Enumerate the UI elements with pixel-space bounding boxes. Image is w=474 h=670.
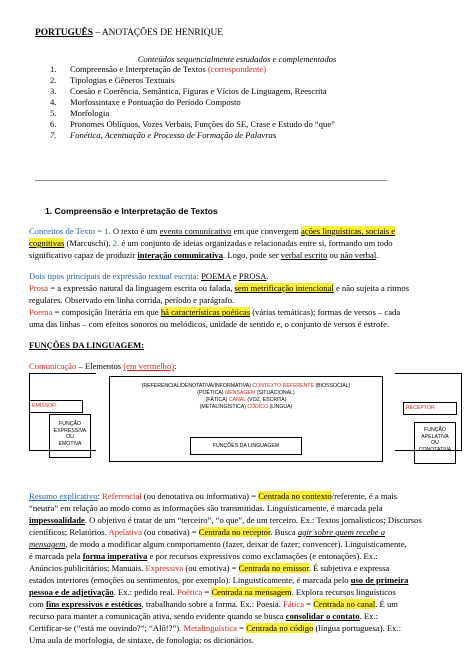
toc-item: 4. Morfossintaxe e Pontuação do Período Composto [50,97,241,107]
funcao-apelativa-box: FUNÇÃO APELATIVA OU CONOTATIVA [414,422,456,464]
funcao-expressiva-box: FUNÇÃO EXPRESSIVA OU EMOTIVA [49,414,91,458]
funcoes-subtitle: Comunicação – Elementos (em vermelho): [29,361,177,371]
resumo-line-9: pessoa e de adjetivação. Ex.: pedido real. Poética = Centrada na mensagem. Explora recursos linguísticos [29,587,396,597]
resumo-line-11: recurso para manter a comunicação ativa, sendo evidente quando se busca consolidar o contato. Ex.: [29,611,378,621]
toc-item: 6. Pronomes Oblíquos, Vozes Verbais, Funções do SE, Crase e Estudo do “que” [50,119,335,129]
center-line-2: (POÉTICA) MENSAGEM (SITUACIONAL) [197,390,295,396]
tipos-line-4: Poema = composição literária em que há características poéticas (várias temáticas); formas de versos – cada [29,307,401,317]
tipos-line-3: regulares. Observado em linha corrida, período e parágrafo. [29,295,235,305]
resumo-line-1: Resumo explicativo: Referencial (ou denotativa ou informativa) = Centrada no contexto/referente, é a mais [29,491,398,501]
toc-item: 2. Tipologias e Gêneros Textuais [50,75,175,85]
resumo-line-8: estados interiores (emoções ou sentimentos, por exemplo). Linguisticamente, é marcada pelo uso de primeira [29,575,409,585]
conceitos-line-3: significativo capaz de produzir interação comunicativa. Logo, pode ser verbal escrito ou não verbal. [29,250,379,260]
center-line-3: (FÁTICA) CANAL (VOZ, ESCRITA) [205,397,287,403]
communication-diagram [29,373,461,463]
funcoes-title: FUNÇÕES DA LINGUAGEM: [29,340,145,350]
section-title: 1. Compreensão e Interpretação de Textos [45,206,218,216]
title-bold: PORTUGUÊS [35,28,94,38]
toc-item: 1. Compreensão e Interpretação de Textos (correspondente) [50,64,267,74]
center-line-4: (METALINGÍSTICA) CÓDICO (LÍNGUA) [199,404,293,410]
center-line-1: (REFERENCIAL/DENOTATIVA/INFORMATIVA) CONTEXTO REFERENTE (BIOSSOCIAL) [141,383,351,389]
funcoes-center-label: FUNÇÕES DA LINGUAGEM [190,437,302,455]
divider [35,180,387,181]
resumo-line-7: Anúncios publicitários; Manuais. Expressiva (ou emotiva) = Centrada no emissor. É subjetiva e expressa [29,563,390,573]
toc-item: 7. Fonética, Acentuação e Processo de Formação de Palavras [50,130,277,140]
resumo-line-6: é marcada pela forma imperativa e por recursos expressivos como exclamações (e entonações). Ex.: [29,551,378,561]
resumo-line-4: científicos; Relatórios. Apelativa (ou conativa) = Centrada no receptor. Busca agir sobre quem recebe a [29,527,385,537]
resumo-line-5: mensagem, de modo a modificar algum comportamento (fazer, deixar de fazer; convencer). Linguisticamente, [29,539,407,549]
conceitos-line-1: Conceitos de Texto = 1. O texto é um evento comunicativo em que convergem ações linguísticas, sociais e [29,226,396,236]
tipos-line-5: uma das linhas – com efeitos sonoros ou melódicos, unidade de sentido e, o conjunto de versos é estrofe. [29,319,390,329]
receptor-label: RECEPTOR [403,402,457,415]
toc-heading: Conteúdos sequencialmente estudados e complementados [137,54,337,64]
resumo-line-10: com fins expressivos e estéticos, trabalhando sobre a forma. Ex.: Poesia. Fática = Centrada no canal. É um [29,599,398,609]
page-title [35,28,223,39]
title-rest: – ANOTAÇÕES DE HENRIQUE [93,28,223,38]
conceitos-line-2: cognitivas (Marcuschi). 2. é um conjunto de ideias organizadas e relacionadas entre si, formando um todo [29,238,393,248]
emissor-label: EMISSOR [29,400,83,413]
resumo-line-3: impessoalidade. O objetivo é tratar de um “terceiro”, “o que”, de um terceiro. Ex.: Textos jornalísticos; Discursos [29,515,422,525]
resumo-line-12: Certificar-se (“está me ouvindo?”; “Alô!?”). Metalinguística = Centrada no código (língua portuguesa). Ex.: [29,623,401,633]
toc-item: 5. Morfologia [50,108,110,118]
resumo-line-2: “neutra” em relação ao modo como as informações são transmitidas. Linguisticamente, é marcada pela [29,503,383,513]
resumo-line-13: Uma aula de morfologia, de sintaxe, de fonologia; os dicionários. [29,635,254,645]
tipos-line-2: Prosa = a expressão natural da linguagem escrita ou falada, sem metrificação intencional e não sujeita a ritmos [29,283,409,293]
toc-item: 3. Coesão e Coerência, Semântica, Figuras e Vícios de Linguagem, Reescrita [50,86,327,96]
tipos-line-1: Dois tipos principais de expressão textual escrita: POEMA e PROSA. [29,271,269,281]
center-box [109,376,383,462]
